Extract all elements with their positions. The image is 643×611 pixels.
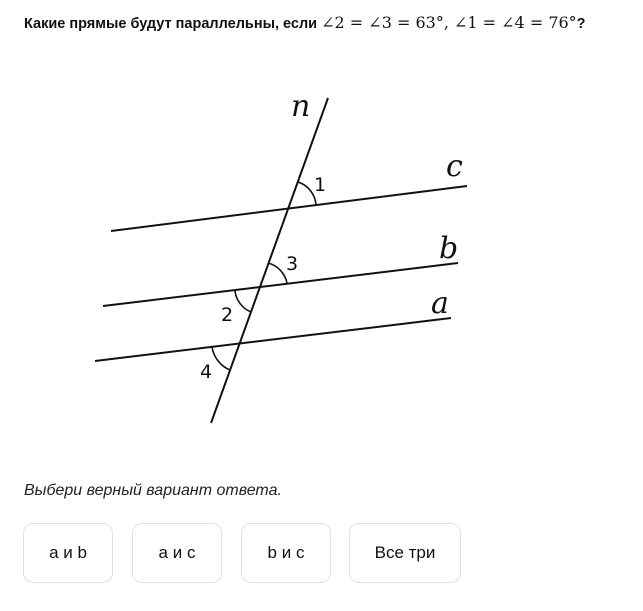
question-prefix: Какие прямые будут параллельны, если — [24, 16, 322, 32]
angle-label-3: 3 — [286, 253, 299, 275]
line-c — [111, 186, 467, 231]
answer-option-b-and-c[interactable] — [241, 523, 331, 583]
answer-option-label: b и c — [267, 543, 305, 562]
angle-4-arc — [212, 347, 230, 370]
answer-option-label: a и b — [49, 543, 87, 562]
answer-option-a-and-b[interactable] — [23, 523, 113, 583]
instruction-text: Выбери верный вариант ответа. — [24, 482, 282, 499]
question-condition: ∠2 = ∠3 = 63°, ∠1 = ∠4 = 76° — [321, 13, 577, 32]
angle-label-1: 1 — [314, 174, 327, 196]
question-end: ? — [576, 16, 586, 32]
transversal-line-n — [211, 98, 328, 423]
angle-label-2: 2 — [221, 304, 234, 326]
line-label-n: n — [291, 89, 311, 124]
line-a — [95, 318, 451, 361]
angle-label-4: 4 — [200, 361, 213, 383]
answer-option-a-and-c[interactable] — [132, 523, 222, 583]
angle-2-arc — [235, 291, 251, 312]
line-label-c: c — [446, 149, 463, 184]
line-label-b: b — [439, 231, 459, 266]
angle-3-arc — [268, 263, 287, 283]
answer-option-label: a и c — [158, 543, 196, 562]
answer-option-all-three[interactable] — [349, 523, 461, 583]
answer-option-label: Все три — [374, 543, 436, 562]
line-label-a: a — [431, 286, 449, 321]
